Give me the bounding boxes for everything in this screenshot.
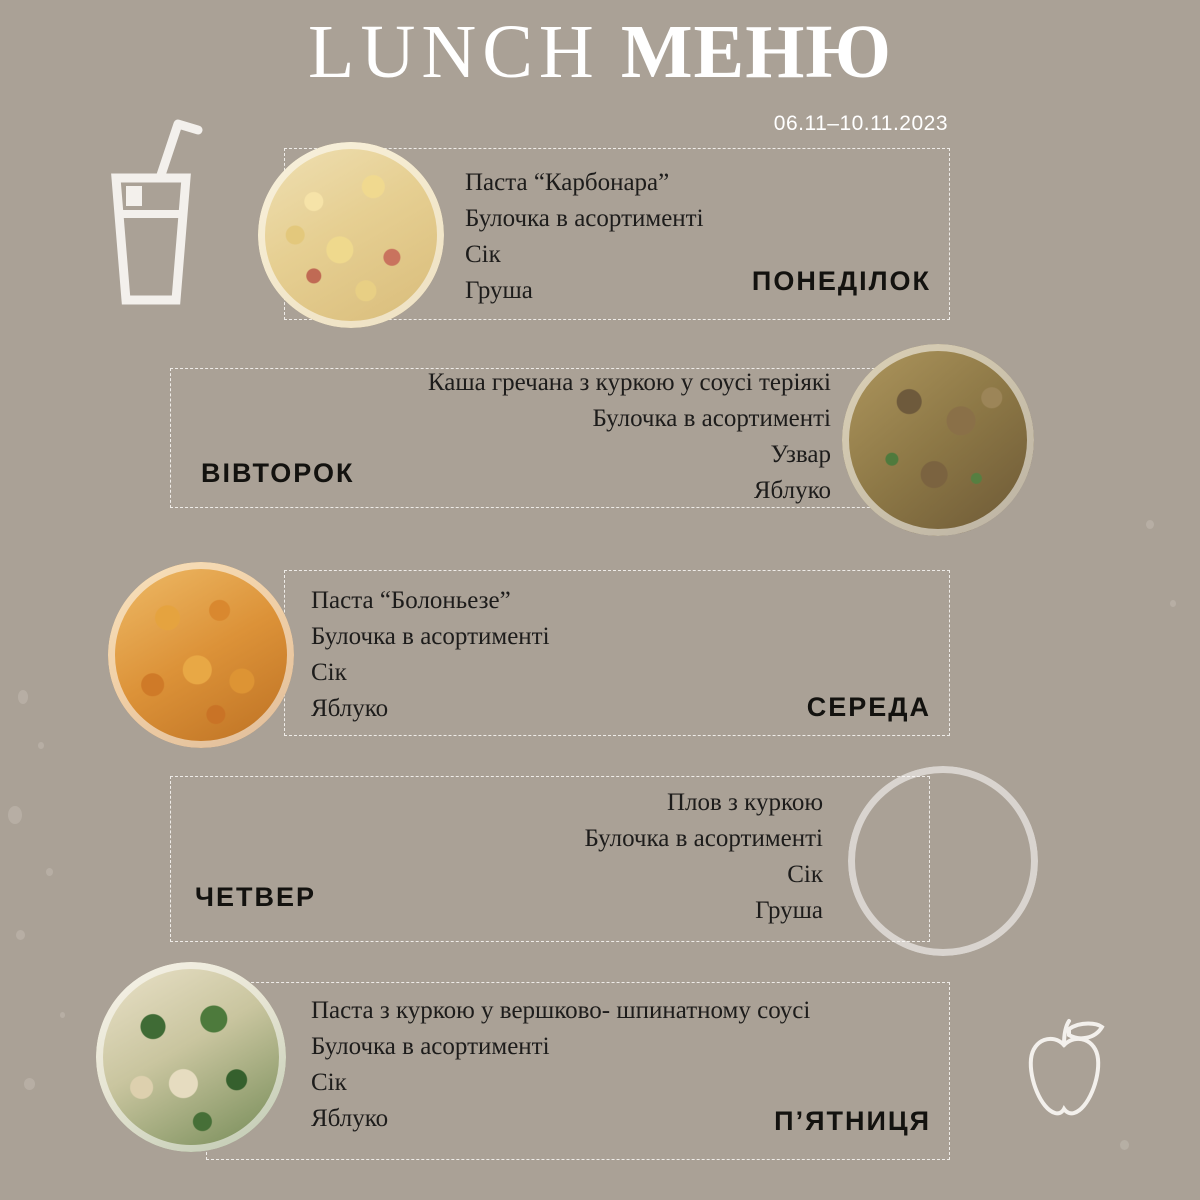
day-label-monday: ПОНЕДІЛОК (751, 266, 931, 296)
day-label-tuesday: ВІВТОРОК (201, 458, 355, 488)
dish-item: Сік (465, 241, 501, 268)
day-row-tuesday (170, 368, 930, 508)
dish-item: Булочка в асортименті (584, 825, 823, 852)
plov-chicken-photo (848, 766, 1038, 956)
dish-list-thursday (584, 785, 823, 929)
dish-list-wednesday (311, 583, 550, 727)
dish-item: Каша гречана з куркою у соусі теріякі (427, 369, 831, 396)
dish-item: Булочка в асортименті (311, 1033, 550, 1060)
buckwheat-chicken-teriyaki-photo (842, 344, 1034, 536)
dish-item: Яблуко (311, 1105, 389, 1132)
dish-item: Булочка в асортименті (311, 623, 550, 650)
pasta-spinach-cream-photo (96, 962, 286, 1152)
day-label-wednesday: СЕРЕДА (806, 692, 931, 722)
dish-list-tuesday (428, 365, 831, 509)
dish-list-monday (465, 165, 704, 309)
pasta-bolognese-photo (108, 562, 294, 748)
page-title (0, 10, 1200, 94)
dish-item: Узвар (770, 441, 831, 468)
day-row-wednesday (284, 570, 950, 736)
day-label-friday: П’ЯТНИЦЯ (774, 1106, 931, 1136)
day-row-thursday (170, 776, 930, 942)
day-row-friday (206, 982, 950, 1160)
dish-item: Плов з куркою (666, 789, 823, 816)
apple-icon (1007, 1013, 1122, 1128)
dish-item: Булочка в асортименті (592, 405, 831, 432)
page-title-menu: МЕНЮ (620, 10, 892, 94)
pasta-carbonara-photo (258, 142, 444, 328)
page-title-lunch: LUNCH (308, 10, 600, 94)
dish-item: Груша (465, 277, 533, 304)
dish-item: Паста “Болоньезе” (311, 587, 511, 614)
day-label-thursday: ЧЕТВЕР (195, 882, 316, 912)
dish-item: Груша (755, 897, 823, 924)
dish-item: Яблуко (311, 695, 389, 722)
dish-item: Яблуко (753, 477, 831, 504)
dish-list-friday (311, 993, 810, 1137)
dish-item: Сік (787, 861, 823, 888)
dish-item: Паста з куркою у вершково- шпинатному соусі (311, 997, 811, 1024)
dish-item: Сік (311, 659, 347, 686)
juice-glass-icon (86, 118, 216, 308)
page-header (0, 10, 1200, 94)
dish-item: Паста “Карбонара” (465, 169, 670, 196)
date-range: 06.11–10.11.2023 (773, 112, 948, 135)
dish-item: Сік (311, 1069, 347, 1096)
dish-item: Булочка в асортименті (465, 205, 704, 232)
